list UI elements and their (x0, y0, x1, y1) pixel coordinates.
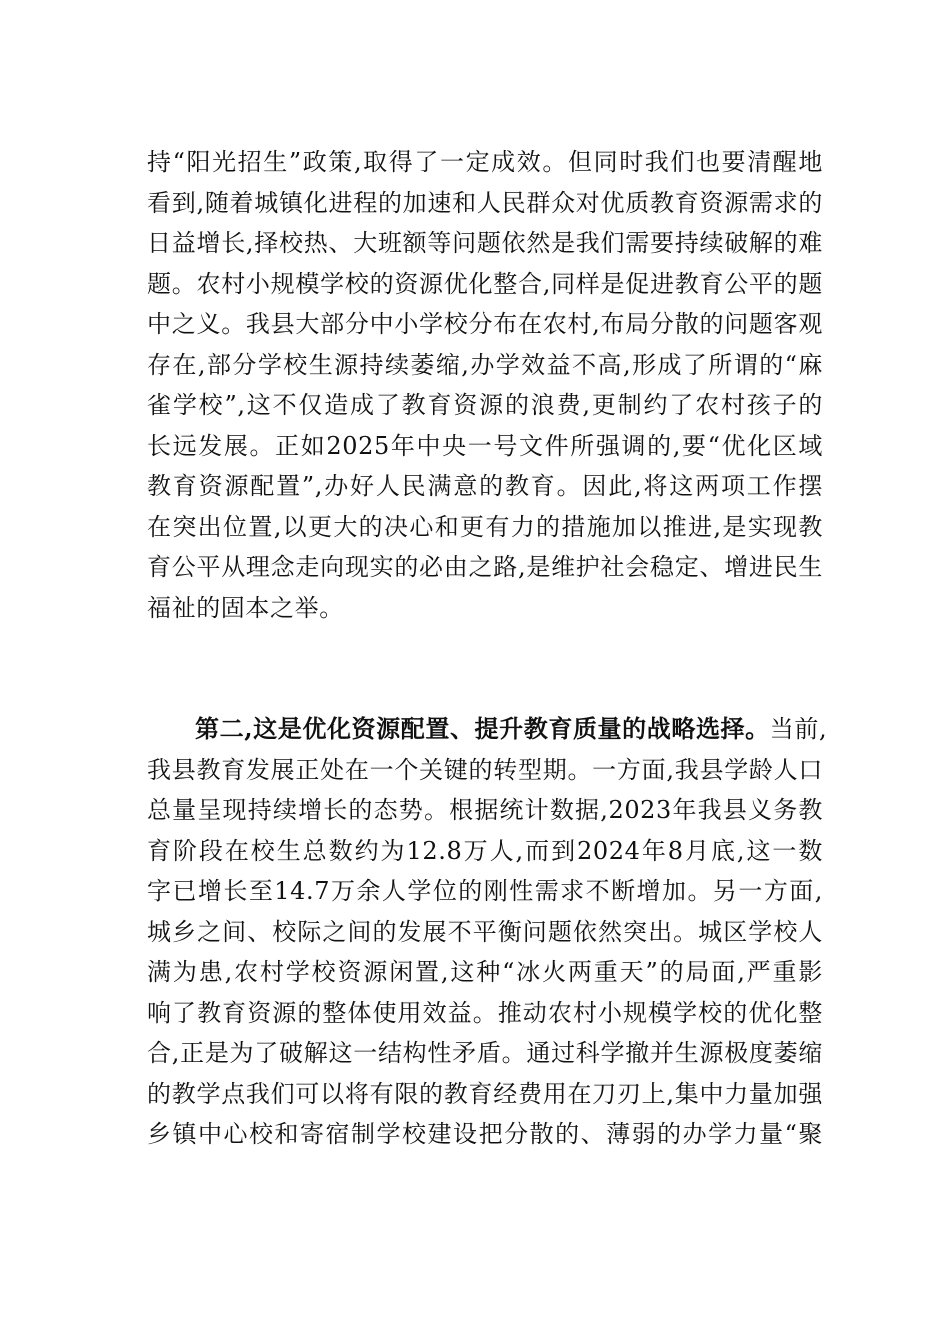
paragraph-line: 存在,部分学校生源持续萎缩,办学效益不高,形成了所谓的“麻 (147, 350, 823, 379)
paragraph-line: 字已增长至14.7万余人学位的刚性需求不断增加。另一方面, (147, 877, 823, 905)
paragraph-line: 日益增长,择校热、大班额等问题依然是我们需要持续破解的难 (147, 229, 823, 257)
paragraph-line: 响了教育资源的整体使用效益。推动农村小规模学校的优化整 (147, 998, 823, 1027)
paragraph-line: 中之义。我县大部分中小学校分布在农村,布局分散的问题客观 (147, 310, 823, 338)
paragraph-line: 总量呈现持续增长的态势。根据统计数据,2023年我县义务教 (147, 796, 823, 824)
paragraph-line: 育阶段在校生总数约为12.8万人,而到2024年8月底,这一数 (147, 836, 823, 865)
paragraph-line: 福祉的固本之举。 (147, 593, 344, 622)
paragraph-line: 我县教育发展正处在一个关键的转型期。一方面,我县学龄人口 (147, 755, 823, 784)
paragraph-2 (147, 709, 828, 1155)
section-heading: 第二,这是优化资源配置、提升教育质量的战略选择。 (195, 714, 770, 743)
paragraph-line: 在突出位置,以更大的决心和更有力的措施加以推进,是实现教 (147, 512, 823, 541)
heading-continuation: 当前, (769, 715, 828, 743)
paragraph-line: 教育资源配置”,办好人民满意的教育。因此,将这两项工作摆 (147, 472, 823, 500)
paragraph-1 (147, 142, 823, 628)
paragraph-line: 持“阳光招生”政策,取得了一定成效。但同时我们也要清醒地 (147, 148, 823, 176)
paragraph-first-line (147, 709, 828, 750)
paragraph-line: 城乡之间、校际之间的发展不平衡问题依然突出。城区学校人 (147, 917, 823, 946)
paragraph-line: 的教学点我们可以将有限的教育经费用在刀刃上,集中力量加强 (147, 1079, 823, 1108)
paragraph-line: 题。农村小规模学校的资源优化整合,同样是促进教育公平的题 (147, 269, 823, 298)
paragraph-line: 满为患,农村学校资源闲置,这种“冰火两重天”的局面,严重影 (147, 958, 823, 986)
paragraph-line: 雀学校”,这不仅造成了教育资源的浪费,更制约了农村孩子的 (147, 391, 823, 419)
paragraph-line: 合,正是为了破解这一结构性矛盾。通过科学撤并生源极度萎缩 (147, 1039, 823, 1067)
paragraph-line: 乡镇中心校和寄宿制学校建设把分散的、薄弱的办学力量“聚 (147, 1120, 823, 1148)
paragraph-line: 育公平从理念走向现实的必由之路,是维护社会稳定、增进民生 (147, 553, 823, 581)
paragraph-line: 看到,随着城镇化进程的加速和人民群众对优质教育资源需求的 (147, 188, 823, 217)
paragraph-line: 长远发展。正如2025年中央一号文件所强调的,要“优化区域 (147, 431, 823, 460)
